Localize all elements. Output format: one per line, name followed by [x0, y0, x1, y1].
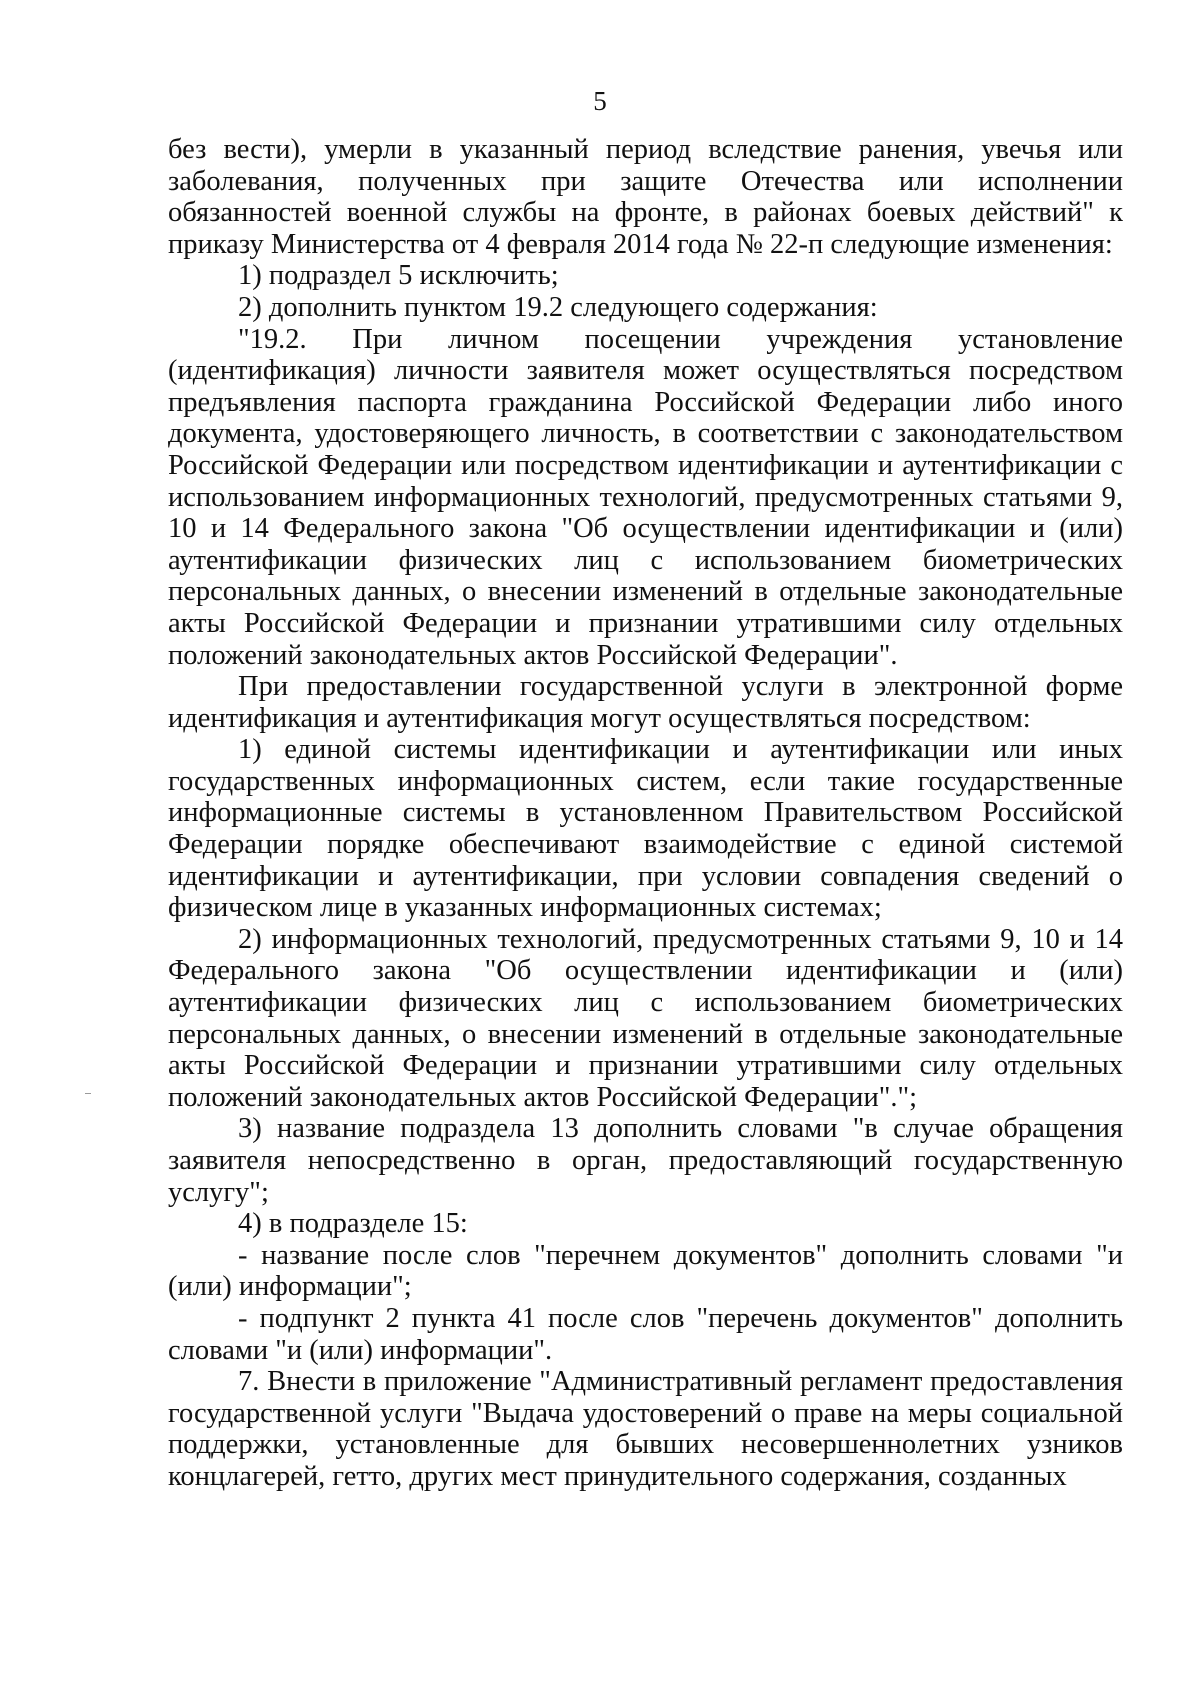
scan-margin-mark — [85, 1093, 91, 1094]
paragraph-dash-2: - подпункт 2 пункта 41 после слов "перечень документов" дополнить словами "и (или) информации". — [168, 1302, 1123, 1366]
paragraph-item-4: 4) в подразделе 15: — [238, 1208, 468, 1240]
paragraph-item-1: 1) подраздел 5 исключить; — [238, 260, 559, 292]
paragraph-subitem-2: 2) информационных технологий, предусмотренных статьями 9, 10 и 14 Федерального закона "Об осуществлении идентификации и (или) аутентификации физических лиц с использованием биометрических персональных данных, о внесении изменений в отдельные законодательные акты Российской Федерации и признании утратившими силу отдельных положений законодательных актов Российской Федерации"."; — [168, 923, 1123, 1113]
document-body — [168, 134, 1123, 1493]
paragraph-electronic-form: При предоставлении государственной услуги в электронной форме идентификация и аутентификация могут осуществляться посредством: — [168, 671, 1123, 734]
page-number: 5 — [593, 86, 607, 116]
paragraph-section-7: 7. Внести в приложение "Административный регламент предоставления государственной услуги "Выдача удостоверений о праве на меры социальной поддержки, установленные для бывших несовершеннолетних узников концлагерей, гетто, других мест принудительного содержания, созданных — [168, 1366, 1123, 1492]
paragraph-clause-19-2: "19.2. При личном посещении учреждения установление (идентификация) личности заявителя может осуществляться посредством предъявления паспорта гражданина Российской Федерации либо иного документа, удостоверяющего личность, в соответствии с законодательством Российской Федерации или посредством идентификации и аутентификации с использованием информационных технологий, предусмотренных статьями 9, 10 и 14 Федерального закона "Об осуществлении идентификации и (или) аутентификации физических лиц с использованием биометрических персональных данных, о внесении изменений в отдельные законодательные акты Российской Федерации и признании утратившими силу отдельных положений законодательных актов Российской Федерации". — [168, 323, 1123, 671]
paragraph-item-3: 3) название подраздела 13 дополнить словами "в случае обращения заявителя непосредственно в орган, предоставляющий государственную услугу"; — [168, 1113, 1123, 1208]
paragraph-continuation: без вести), умерли в указанный период вследствие ранения, увечья или заболевания, полученных при защите Отечества или исполнении обязанностей военной службы на фронте, в районах боевых действий" к приказу Министерства от 4 февраля 2014 года № 22-п следующие изменения: — [168, 134, 1123, 260]
paragraph-item-2: 2) дополнить пунктом 19.2 следующего содержания: — [238, 291, 878, 323]
paragraph-subitem-1: 1) единой системы идентификации и аутентификации или иных государственных информационных систем, если такие государственные информационные системы в установленном Правительством Российской Федерации порядке обеспечивают взаимодействие с единой системой идентификации и аутентификации, при условии совпадения сведений о физическом лице в указанных информационных системах; — [168, 734, 1123, 924]
paragraph-dash-1: - название после слов "перечнем документов" дополнить словами "и (или) информации"; — [168, 1239, 1123, 1303]
